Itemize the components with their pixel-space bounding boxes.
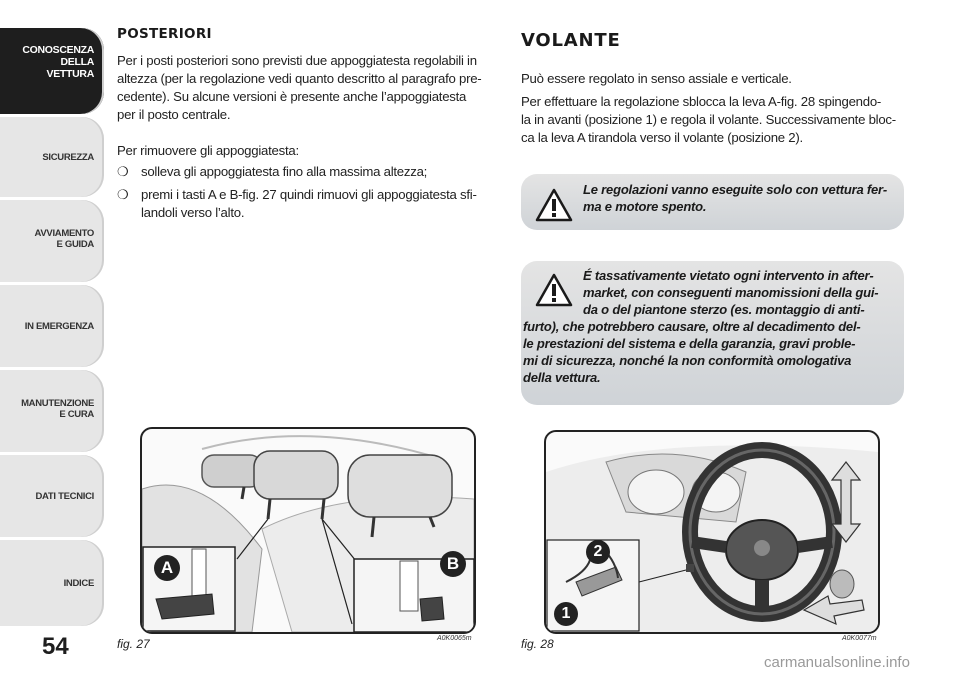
list-item-text: solleva gli appoggiatesta fino alla massima altezza; [141,164,428,179]
tab-label: MANUTENZIONE E CURA [21,398,94,420]
warning-text-line: ma e motore spento. [583,199,707,214]
warning-icon [535,273,573,307]
warning-text-line: mi di sicurezza, nonché la non conformità omologativa [523,353,852,368]
warning-text-line: della vettura. [523,370,601,385]
tab-avviamento[interactable] [0,200,104,282]
tab-label: CONOSCENZA DELLA VETTURA [22,44,94,80]
paragraph-line: Per effettuare la regolazione sblocca la leva A-fig. 28 spingendo- [521,94,882,109]
figure-code: A0K0065m [437,635,472,642]
headrest-illustration [142,429,474,632]
warning-text-line: Le regolazioni vanno eseguite solo con vettura fer- [583,182,888,197]
warning-icon [535,188,573,222]
figure-code: A0K0077m [842,635,877,642]
warning-text-line: É tassativamente vietato ogni intervento in after- [583,268,874,283]
paragraph-line: altezza (per la regolazione vedi quanto descritto al paragrafo pre- [117,71,482,86]
label-1-marker: 1 [554,602,578,626]
label-2-marker: 2 [586,540,610,564]
tab-manutenzione[interactable] [0,370,104,452]
paragraph-line: ca la leva A tirandola verso il volante (posizione 2). [521,130,803,145]
list-item-text: landoli verso l’alto. [141,205,245,220]
list-item-text: premi i tasti A e B-fig. 27 quindi rimuovi gli appoggiatesta sfi- [141,187,477,202]
label-a-marker: A [154,555,180,581]
tab-indice[interactable] [0,540,104,626]
tab-label: DATI TECNICI [35,491,94,502]
section-heading: POSTERIORI [117,26,212,42]
paragraph: Per rimuovere gli appoggiatesta: [117,143,299,158]
list-item [117,186,497,226]
figure-caption: fig. 27 [117,637,150,651]
paragraph-line: Per i posti posteriori sono previsti due appoggiatesta regolabili in [117,53,477,68]
paragraph-line: per il posto centrale. [117,107,231,122]
tab-emergenza[interactable] [0,285,104,367]
warning-box [521,261,904,405]
tab-label: SICUREZZA [42,152,94,163]
steering-wheel-illustration [546,432,878,632]
paragraph: Può essere regolato in senso assiale e verticale. [521,71,792,86]
warning-text-line: furto), che potrebbero causare, oltre al decadimento del- [523,319,861,334]
bullet-icon: ❍ [117,164,129,179]
tab-label: AVVIAMENTO E GUIDA [34,228,94,250]
bullet-icon: ❍ [117,187,129,202]
warning-text-line: market, con conseguenti manomissioni della gui- [583,285,879,300]
figure-28-image [544,430,880,634]
warning-box [521,174,904,230]
figure-caption: fig. 28 [521,637,554,651]
warning-text-line: le prestazioni del sistema e della garanzia, gravi proble- [523,336,856,351]
figure-27-image [140,427,476,634]
tab-sicurezza[interactable] [0,117,104,197]
paragraph-line: la in avanti (posizione 1) e regola il volante. Successivamente bloc- [521,112,896,127]
tab-label: INDICE [63,578,94,589]
list-item [117,163,497,183]
paragraph-line: cedente). Su alcune versioni è presente anche l’appoggiatesta [117,89,467,104]
tab-dati-tecnici[interactable] [0,455,104,537]
section-heading: VOLANTE [521,30,621,51]
tab-conoscenza[interactable] [0,28,104,114]
page-number: 54 [42,633,69,660]
label-b-marker: B [440,551,466,577]
warning-text-line: da o del piantone sterzo (es. montaggio di anti- [583,302,865,317]
tab-label: IN EMERGENZA [24,321,94,332]
watermark: carmanualsonline.info [764,654,910,671]
